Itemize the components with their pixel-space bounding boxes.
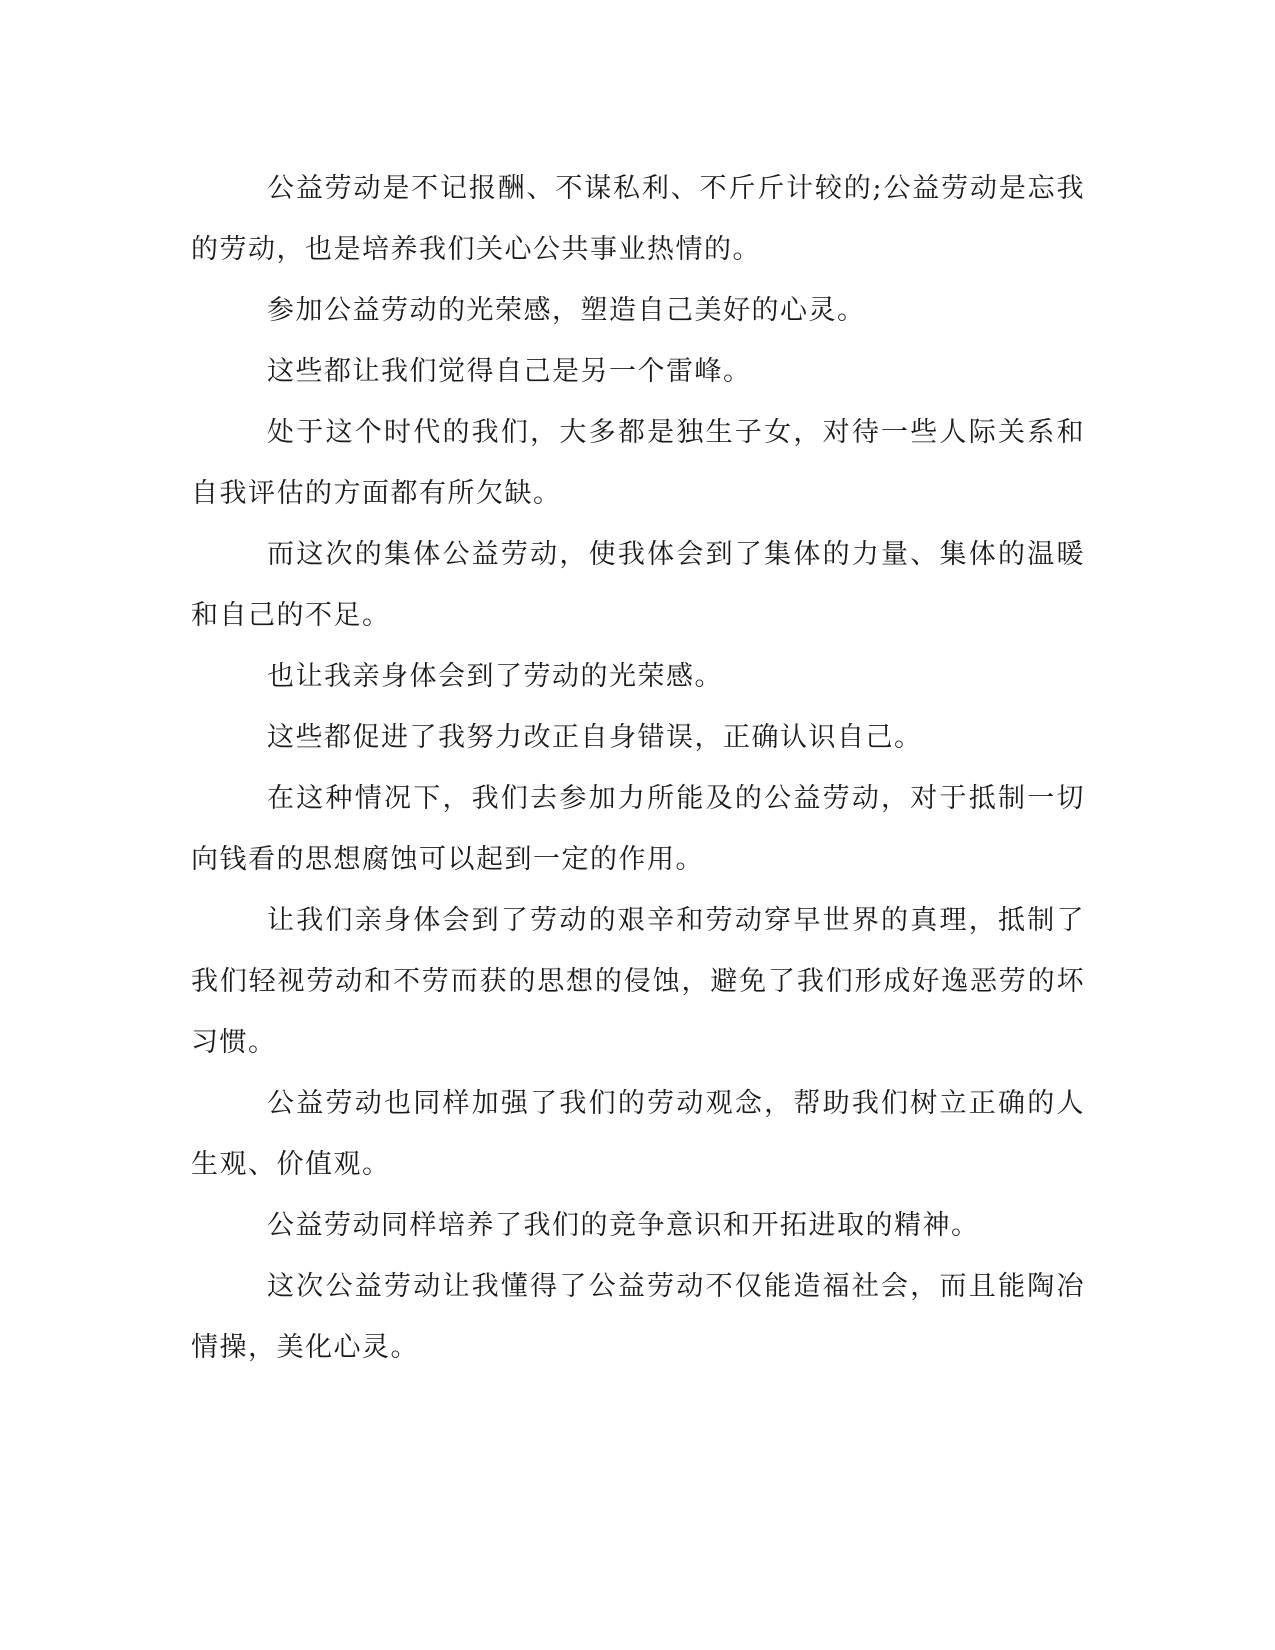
paragraph: 这些都让我们觉得自己是另一个雷峰。 [267, 356, 752, 387]
paragraph: 公益劳动也同样加强了我们的劳动观念，帮助我们树立正确的人生观、价值观。 [191, 1088, 1085, 1180]
document-body [191, 158, 1085, 1378]
paragraph: 这些都促进了我努力改正自身错误，正确认识自己。 [267, 722, 923, 753]
paragraph: 这次公益劳动让我懂得了公益劳动不仅能造福社会，而且能陶冶情操，美化心灵。 [191, 1271, 1085, 1363]
paragraph: 参加公益劳动的光荣感，塑造自己美好的心灵。 [267, 295, 866, 326]
paragraph: 公益劳动同样培养了我们的竞争意识和开拓进取的精神。 [267, 1210, 980, 1241]
paragraph: 而这次的集体公益劳动，使我体会到了集体的力量、集体的温暖和自己的不足。 [191, 539, 1085, 631]
paragraph: 让我们亲身体会到了劳动的艰辛和劳动穿早世界的真理，抵制了我们轻视劳动和不劳而获的思想的侵蚀，避免了我们形成好逸恶劳的坏习惯。 [191, 905, 1085, 1058]
paragraph: 公益劳动是不记报酬、不谋私利、不斤斤计较的;公益劳动是忘我的劳动，也是培养我们关心公共事业热情的。 [191, 173, 1085, 265]
paragraph: 处于这个时代的我们，大多都是独生子女，对待一些人际关系和自我评估的方面都有所欠缺。 [191, 417, 1085, 509]
paragraph: 在这种情况下，我们去参加力所能及的公益劳动，对于抵制一切向钱看的思想腐蚀可以起到一定的作用。 [191, 783, 1085, 875]
paragraph: 也让我亲身体会到了劳动的光荣感。 [267, 661, 723, 692]
